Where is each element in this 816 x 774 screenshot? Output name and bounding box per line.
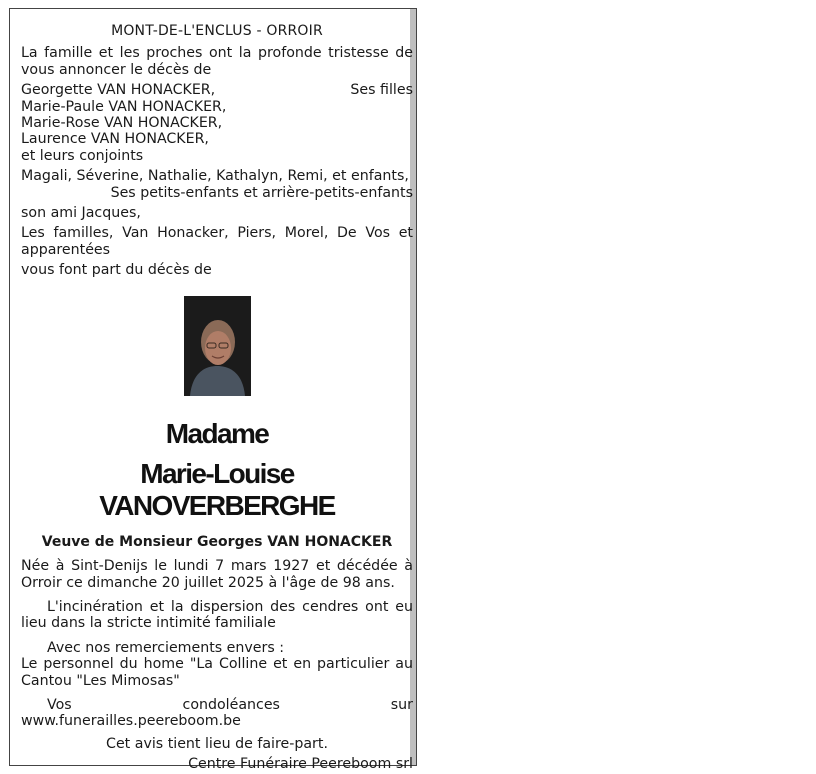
thanks-detail: Le personnel du home "La Colline et en particulier au Cantou "Les Mimosas" [21,656,413,689]
friend-line: son ami Jacques, [21,205,141,222]
birth-death-text: Née à Sint-Denijs le lundi 7 mars 1927 et décédée à Orroir ce dimanche 20 juillet 2025 à l'âge de 98 ans. [21,558,413,591]
condolences-line [21,697,413,713]
daughter-line: Georgette VAN HONACKER, [21,82,216,99]
announce-line: vous font part du décès de [21,262,212,279]
notice-line: Cet avis tient lieu de faire-part. [106,735,328,752]
grandchildren-names: Magali, Séverine, Nathalie, Kathalyn, Remi, et enfants, [21,168,409,185]
condolences-word: condoléances [182,696,280,713]
obituary-content [21,23,413,773]
daughters-block [21,82,413,164]
condolences-word: sur [390,696,413,713]
deceased-name: Marie-Louise VANOVERBERGHE [99,457,335,521]
daughters-label: Ses filles [350,82,413,99]
daughters-spouses: et leurs conjoints [21,147,144,164]
condolences-word: Vos [47,696,72,713]
honorific-title: Madame [165,417,269,449]
location-header: MONT-DE-L'ENCLUS - ORROIR [111,23,323,39]
widow-of-line: Veuve de Monsieur Georges VAN HONACKER [41,533,393,550]
portrait-frame [21,296,413,396]
funeral-home-signature: Centre Funéraire Peereboom srl [188,756,413,773]
families-line: Les familles, Van Honacker, Piers, Morel, De Vos et apparentées [21,225,413,258]
daughter-line: Marie-Rose VAN HONACKER, [21,115,223,132]
condolences-link[interactable]: www.funerailles.peereboom.be [21,713,241,730]
obituary-card [9,8,417,773]
intro-text: La famille et les proches ont la profonde tristesse de vous annoncer le décès de [21,45,413,78]
thanks-intro: Avec nos remerciements envers : [47,639,285,656]
ceremony-text: L'incinération et la dispersion des cendres ont eu lieu dans la stricte intimité familiale [21,598,413,632]
daughter-line: Laurence VAN HONACKER, [21,131,209,148]
portrait-photo [184,296,251,396]
daughter-line: Marie-Paule VAN HONACKER, [21,98,227,115]
grandchildren-label: Ses petits-enfants et arrière-petits-enfants [110,184,413,201]
